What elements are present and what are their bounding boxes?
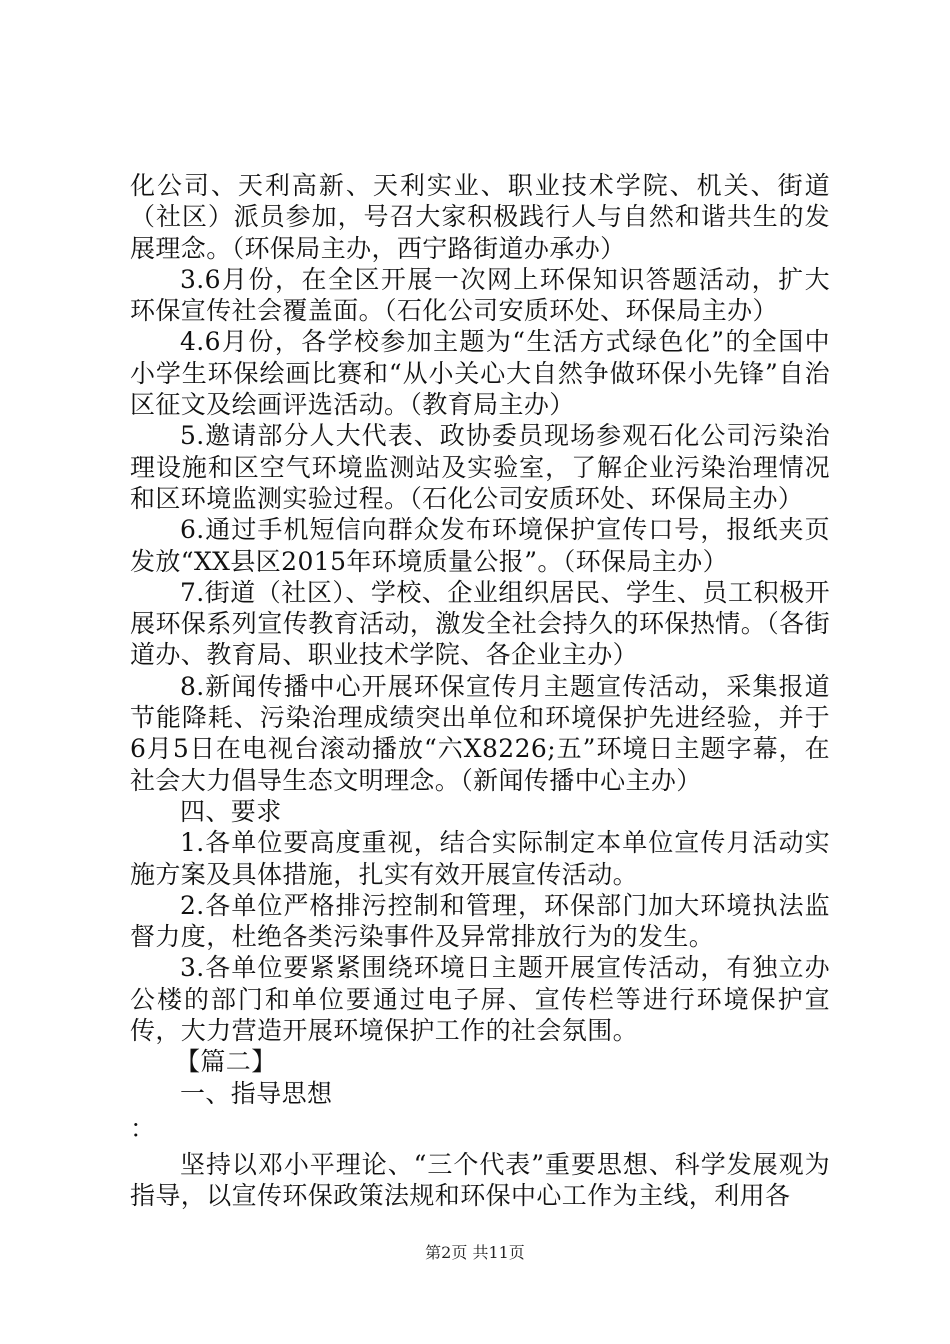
paragraph-guiding-ideology: 坚持以邓小平理论、“三个代表”重要思想、科学发展观为指导，以宣传环保政策法规和环保中心工作为主线，利用各 [130, 1149, 830, 1211]
paragraph-item-4: 4.6月份，各学校参加主题为“生活方式绿色化”的全国中小学生环保绘画比赛和“从小关心大自然争做环保小先锋”自治区征文及绘画评选活动。（教育局主办） [130, 327, 830, 420]
requirement-item-2: 2.各单位严格排污控制和管理，环保部门加大环境执法监督力度，杜绝各类污染事件及异常排放行为的发生。 [130, 890, 830, 952]
paragraph-item-5: 5.邀请部分人大代表、政协委员现场参观石化公司污染治理设施和区空气环境监测站及实验室，了解企业污染治理情况和区环境监测实验过程。（石化公司安质环处、环保局主办） [130, 421, 830, 513]
paragraph-item-7: 7.街道（社区）、学校、企业组织居民、学生、员工积极开展环保系列宣传教育活动，激发全社会持久的环保热情。（各街道办、教育局、职业技术学院、各企业主办） [130, 577, 830, 670]
section-heading-requirements: 四、要求 [180, 796, 282, 826]
stray-colon: ： [130, 1113, 156, 1143]
part-two-heading: 【篇二】 [175, 1047, 277, 1077]
paragraph-item-3: 3.6月份，在全区开展一次网上环保知识答题活动，扩大环保宣传社会覆盖面。（石化公司安质环处、环保局主办） [130, 264, 830, 326]
paragraph-item-8: 8.新闻传播中心开展环保宣传月主题宣传活动，采集报道节能降耗、污染治理成绩突出单位和环境保护先进经验，并于6月5日在电视台滚动播放“六X8226;五”环境日主题字幕，在社会大力倡导生态文明理念。（新闻传播中心主办） [130, 671, 830, 795]
paragraph-continuation: 化公司、天利高新、天利实业、职业技术学院、机关、街道（社区）派员参加，号召大家积极践行人与自然和谐共生的发展理念。（环保局主办，西宁路街道办承办） [130, 171, 830, 263]
requirement-item-1: 1.各单位要高度重视，结合实际制定本单位宣传月活动实施方案及具体措施，扎实有效开展宣传活动。 [130, 828, 830, 889]
document-body [130, 170, 830, 1212]
paragraph-item-6: 6.通过手机短信向群众发布环境保护宣传口号，报纸夹页发放“XX县区2015年环境质量公报”。（环保局主办） [130, 515, 830, 576]
section-heading-guiding-ideology: 一、指导思想 [180, 1078, 333, 1108]
page-number-footer: 第2页 共11页 [425, 1243, 525, 1262]
requirement-item-3: 3.各单位要紧紧围绕环境日主题开展宣传活动，有独立办公楼的部门和单位要通过电子屏、宣传栏等进行环境保护宣传，大力营造开展环境保护工作的社会氛围。 [130, 953, 830, 1046]
